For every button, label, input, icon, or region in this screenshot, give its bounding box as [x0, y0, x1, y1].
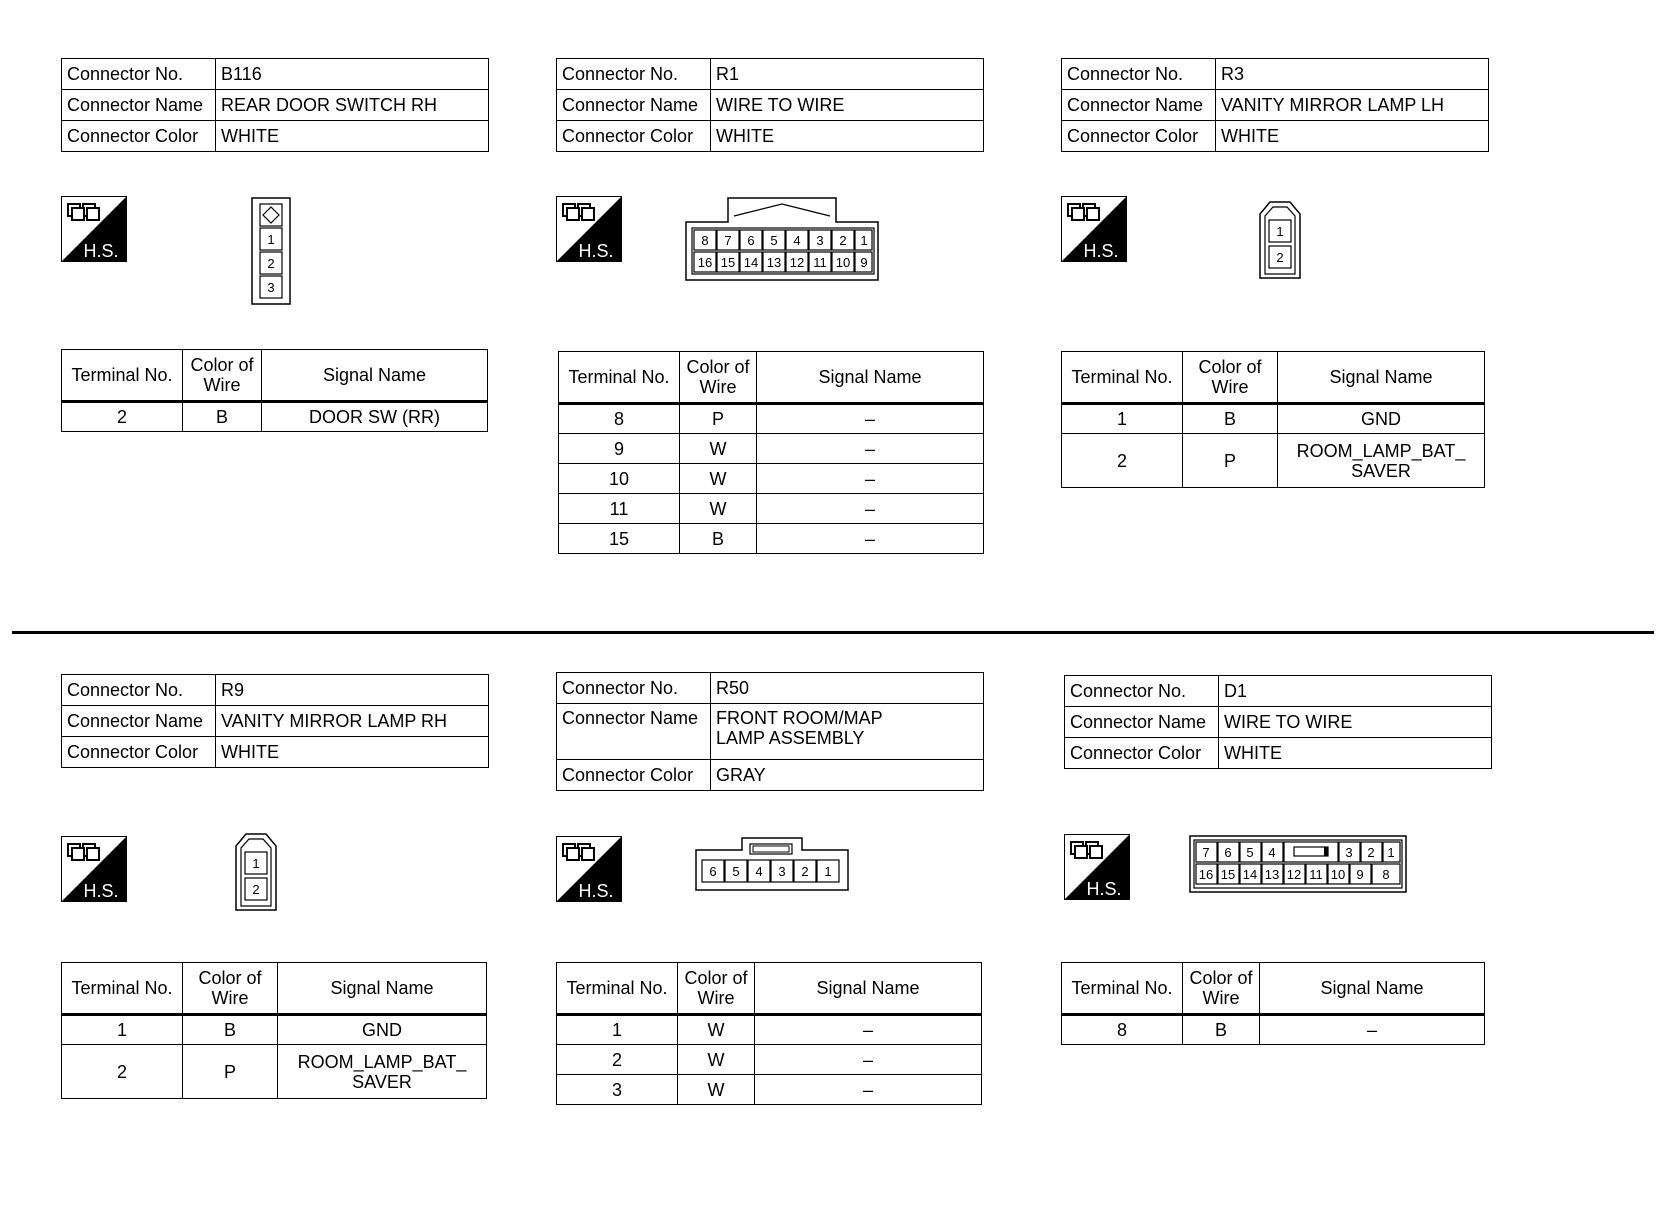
connector-name-value [711, 704, 984, 760]
wire-color: B [1183, 404, 1278, 434]
terminal-table [558, 351, 984, 554]
signal-line: SAVER [1351, 460, 1411, 481]
signal-name: GND [1278, 404, 1485, 434]
wire-color: W [678, 1015, 755, 1045]
connector-name-value: REAR DOOR SWITCH RH [216, 90, 489, 121]
pin-label: 1 [252, 856, 260, 871]
connector-no-value: B116 [216, 59, 489, 90]
pin-label: 15 [720, 255, 736, 270]
pin-label: 11 [1309, 867, 1323, 882]
terminal-no: 2 [1062, 434, 1183, 488]
wire-color: B [183, 1015, 278, 1045]
connector-name-label: Connector Name [62, 90, 216, 121]
signal-name: – [757, 464, 984, 494]
connector-color-value: WHITE [216, 737, 489, 768]
terminal-no-header: Terminal No. [557, 963, 678, 1015]
pin-label: 9 [1356, 867, 1364, 882]
table-row [62, 1045, 487, 1099]
connector-color-label: Connector Color [1062, 121, 1216, 152]
hs-harness-side-icon [1064, 834, 1130, 900]
pin-label: 16 [697, 255, 713, 270]
section-divider [12, 631, 1654, 634]
connector-info-table [61, 58, 489, 152]
signal-name: – [755, 1045, 982, 1075]
connector-color-label: Connector Color [557, 121, 711, 152]
hs-harness-side-icon [556, 836, 622, 902]
wire-color: W [680, 464, 757, 494]
connector-face-r1 [682, 196, 882, 284]
header-line: Color of [198, 968, 262, 988]
pin-label: 5 [770, 233, 778, 248]
pin-label: 1 [860, 233, 868, 248]
pin-label: 3 [1345, 845, 1353, 860]
connector-name-label: Connector Name [557, 90, 711, 121]
connector-color-value: WHITE [1216, 121, 1489, 152]
pin-label: 2 [267, 256, 275, 271]
wire-color: W [678, 1075, 755, 1105]
connector-color-value: WHITE [711, 121, 984, 152]
signal-name: – [757, 524, 984, 554]
signal-name-header: Signal Name [757, 352, 984, 404]
pin-label: 7 [724, 233, 732, 248]
connector-name-label: Connector Name [1062, 90, 1216, 121]
connector-color-label: Connector Color [1065, 738, 1219, 769]
signal-name: – [755, 1015, 982, 1045]
signal-line: ROOM_LAMP_BAT_ [297, 1051, 467, 1072]
pin-label: 4 [1268, 845, 1276, 860]
pin-label: 2 [252, 882, 260, 897]
signal-name-header: Signal Name [755, 963, 982, 1015]
connector-no-label: Connector No. [62, 675, 216, 706]
table-row [559, 404, 984, 434]
terminal-no: 11 [559, 494, 680, 524]
signal-name: – [755, 1075, 982, 1105]
connector-color-label: Connector Color [62, 121, 216, 152]
header-line: Wire [699, 377, 737, 397]
terminal-no-header: Terminal No. [62, 963, 183, 1015]
name-line: FRONT ROOM/MAP [716, 708, 883, 728]
pin-label: 1 [1276, 224, 1284, 239]
connector-color-label: Connector Color [557, 760, 711, 791]
terminal-table [556, 962, 982, 1105]
signal-line: ROOM_LAMP_BAT_ [1296, 440, 1466, 461]
pin-label: 3 [267, 280, 275, 295]
pin-label: 2 [1276, 250, 1284, 265]
wire-color: W [680, 434, 757, 464]
terminal-no: 1 [1062, 404, 1183, 434]
terminal-no: 3 [557, 1075, 678, 1105]
connector-no-label: Connector No. [557, 59, 711, 90]
pin-label: 14 [1242, 867, 1258, 882]
hs-harness-side-icon [61, 196, 127, 262]
connector-face-b116 [250, 196, 292, 306]
wire-color: P [1183, 434, 1278, 488]
color-of-wire-header [680, 352, 757, 404]
wire-color: W [680, 494, 757, 524]
pin-label: 11 [813, 255, 827, 270]
terminal-no-header: Terminal No. [1062, 963, 1183, 1015]
pin-label: 3 [778, 864, 786, 879]
connector-color-value: WHITE [216, 121, 489, 152]
wire-color: P [680, 404, 757, 434]
signal-name: GND [278, 1015, 487, 1045]
table-row [62, 1015, 487, 1045]
color-of-wire-header [183, 350, 262, 402]
pin-label: 12 [1286, 867, 1302, 882]
signal-name: – [757, 494, 984, 524]
connector-no-label: Connector No. [62, 59, 216, 90]
connector-no-label: Connector No. [557, 673, 711, 704]
pin-label: 2 [801, 864, 809, 879]
connector-name-label: Connector Name [1065, 707, 1219, 738]
signal-name [278, 1045, 487, 1099]
connector-no-label: Connector No. [1065, 676, 1219, 707]
terminal-table [61, 349, 488, 432]
connector-info-table [61, 674, 489, 768]
signal-name: DOOR SW (RR) [262, 402, 488, 432]
connector-color-label: Connector Color [62, 737, 216, 768]
connector-info-table [556, 672, 984, 791]
connector-color-value: WHITE [1219, 738, 1492, 769]
signal-name-header: Signal Name [278, 963, 487, 1015]
signal-name-header: Signal Name [1278, 352, 1485, 404]
pin-label: 13 [1264, 867, 1280, 882]
table-row [559, 464, 984, 494]
table-row [557, 1015, 982, 1045]
header-line: Color of [1189, 968, 1253, 988]
header-line: Wire [697, 988, 735, 1008]
hs-label: H.S. [1083, 241, 1119, 261]
connector-name-value: WIRE TO WIRE [1219, 707, 1492, 738]
connector-face-r3 [1258, 200, 1302, 280]
color-of-wire-header [678, 963, 755, 1015]
table-row [559, 434, 984, 464]
connector-info-table [1061, 58, 1489, 152]
connector-name-label: Connector Name [62, 706, 216, 737]
wire-color: W [678, 1045, 755, 1075]
signal-name: – [757, 434, 984, 464]
pin-label: 5 [1246, 845, 1254, 860]
terminal-table [61, 962, 487, 1099]
pin-label: 1 [267, 232, 275, 247]
terminal-no-header: Terminal No. [559, 352, 680, 404]
table-row [557, 1045, 982, 1075]
terminal-table [1061, 962, 1485, 1045]
terminal-no: 2 [62, 402, 183, 432]
wire-color: P [183, 1045, 278, 1099]
pin-label: 16 [1198, 867, 1214, 882]
pin-label: 10 [835, 255, 851, 270]
hs-label: H.S. [578, 241, 614, 261]
table-row [559, 494, 984, 524]
connector-name-value: VANITY MIRROR LAMP LH [1216, 90, 1489, 121]
terminal-no: 9 [559, 434, 680, 464]
pin-label: 4 [755, 864, 763, 879]
name-line: LAMP ASSEMBLY [716, 728, 865, 748]
connector-info-table [1064, 675, 1492, 769]
signal-name: – [1260, 1015, 1485, 1045]
pin-label: 8 [701, 233, 709, 248]
terminal-no: 1 [557, 1015, 678, 1045]
pin-label: 4 [793, 233, 801, 248]
table-row [559, 524, 984, 554]
terminal-no: 1 [62, 1015, 183, 1045]
connector-name-value: WIRE TO WIRE [711, 90, 984, 121]
connector-name-label: Connector Name [557, 704, 711, 760]
signal-line: SAVER [352, 1071, 412, 1092]
wire-color: B [183, 402, 262, 432]
pin-label: 15 [1220, 867, 1236, 882]
pin-label: 3 [816, 233, 824, 248]
hs-label: H.S. [578, 881, 614, 901]
signal-name-header: Signal Name [1260, 963, 1485, 1015]
table-row [62, 402, 488, 432]
header-line: Color of [1198, 357, 1262, 377]
hs-harness-side-icon [61, 836, 127, 902]
pin-label: 1 [824, 864, 832, 879]
terminal-no: 2 [557, 1045, 678, 1075]
connector-face-d1 [1188, 834, 1408, 894]
hs-label: H.S. [83, 241, 119, 261]
pin-label: 8 [1382, 867, 1390, 882]
connector-color-value: GRAY [711, 760, 984, 791]
table-row [1062, 434, 1485, 488]
signal-name: – [757, 404, 984, 434]
terminal-no-header: Terminal No. [62, 350, 183, 402]
color-of-wire-header [183, 963, 278, 1015]
wire-color: B [680, 524, 757, 554]
header-line: Color of [190, 355, 254, 375]
pin-label: 7 [1202, 845, 1210, 860]
terminal-no: 15 [559, 524, 680, 554]
pin-label: 12 [789, 255, 805, 270]
pin-label: 2 [1367, 845, 1375, 860]
connector-face-r9 [234, 832, 278, 912]
connector-no-value: R50 [711, 673, 984, 704]
header-line: Color of [684, 968, 748, 988]
terminal-no: 8 [1062, 1015, 1183, 1045]
connector-no-value: R9 [216, 675, 489, 706]
header-line: Color of [686, 357, 750, 377]
header-line: Wire [203, 375, 241, 395]
header-line: Wire [211, 988, 249, 1008]
terminal-no-header: Terminal No. [1062, 352, 1183, 404]
pin-label: 1 [1387, 845, 1395, 860]
pin-label: 10 [1330, 867, 1346, 882]
connector-no-value: R3 [1216, 59, 1489, 90]
pin-label: 13 [766, 255, 782, 270]
pin-label: 2 [839, 233, 847, 248]
pin-label: 9 [860, 255, 868, 270]
connector-info-table [556, 58, 984, 152]
table-row [557, 1075, 982, 1105]
header-line: Wire [1211, 377, 1249, 397]
signal-name [1278, 434, 1485, 488]
hs-label: H.S. [1086, 879, 1122, 899]
color-of-wire-header [1183, 963, 1260, 1015]
pin-label: 6 [747, 233, 755, 248]
connector-no-label: Connector No. [1062, 59, 1216, 90]
terminal-no: 10 [559, 464, 680, 494]
wire-color: B [1183, 1015, 1260, 1045]
hs-harness-side-icon [1061, 196, 1127, 262]
header-line: Wire [1202, 988, 1240, 1008]
pin-label: 6 [1224, 845, 1232, 860]
signal-name-header: Signal Name [262, 350, 488, 402]
table-row [1062, 1015, 1485, 1045]
connector-name-value: VANITY MIRROR LAMP RH [216, 706, 489, 737]
table-row [1062, 404, 1485, 434]
connector-face-r50 [694, 836, 850, 892]
pin-label: 5 [732, 864, 740, 879]
hs-harness-side-icon [556, 196, 622, 262]
color-of-wire-header [1183, 352, 1278, 404]
terminal-table [1061, 351, 1485, 488]
pin-label: 14 [743, 255, 759, 270]
connector-no-value: D1 [1219, 676, 1492, 707]
terminal-no: 2 [62, 1045, 183, 1099]
hs-label: H.S. [83, 881, 119, 901]
terminal-no: 8 [559, 404, 680, 434]
connector-no-value: R1 [711, 59, 984, 90]
pin-label: 6 [709, 864, 717, 879]
